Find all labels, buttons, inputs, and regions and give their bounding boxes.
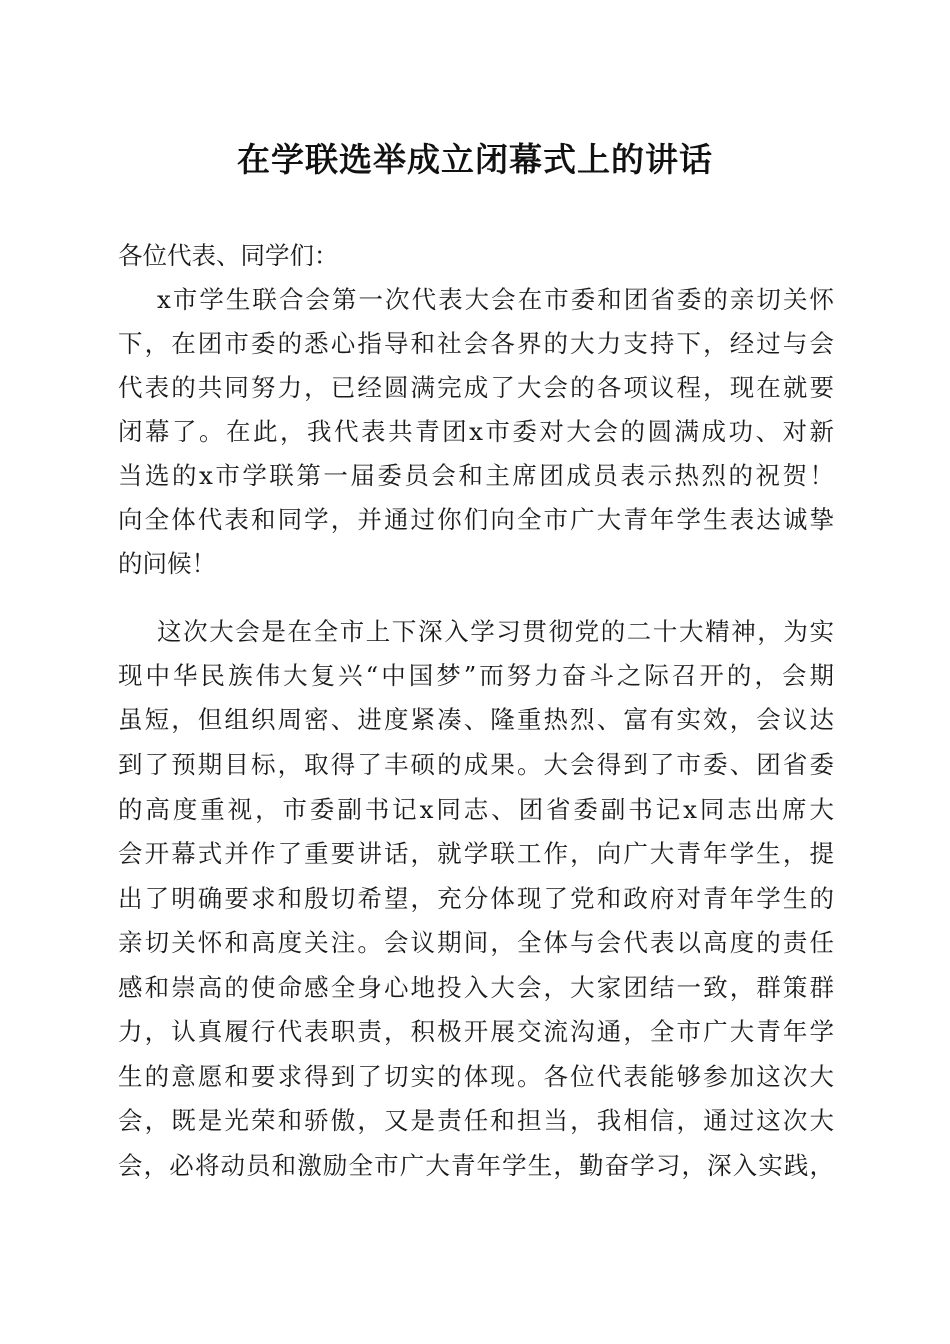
paragraph-2-line: 感和崇高的使命感全身心地投入大会，大家团结一致，群策群	[118, 973, 834, 1002]
paragraph-1-line: 下，在团市委的悉心指导和社会各界的大力支持下，经过与会	[118, 329, 834, 358]
paragraph-2-line: 会，必将动员和激励全市广大青年学生，勤奋学习，深入实践，	[118, 1151, 834, 1180]
document-title: 在学联选举成立闭幕式上的讲话	[237, 140, 713, 179]
paragraph-2-line: 生的意愿和要求得到了切实的体现。各位代表能够参加这次大	[118, 1062, 834, 1091]
paragraph-2-line: 会开幕式并作了重要讲话，就学联工作，向广大青年学生，提	[118, 839, 834, 868]
paragraph-1-line: 闭幕了。在此，我代表共青团x市委对大会的圆满成功、对新	[118, 417, 834, 446]
paragraph-2-line: 到了预期目标，取得了丰硕的成果。大会得到了市委、团省委	[118, 750, 834, 779]
paragraph-2-line: 出了明确要求和殷切希望，充分体现了党和政府对青年学生的	[118, 884, 834, 913]
paragraph-2-line: 会，既是光荣和骄傲，又是责任和担当，我相信，通过这次大	[118, 1106, 834, 1135]
paragraph-1-line: 的问候！	[118, 549, 216, 578]
paragraph-2-line: 的高度重视，市委副书记x同志、团省委副书记x同志出席大	[118, 795, 834, 824]
paragraph-2-line: 这次大会是在全市上下深入学习贯彻党的二十大精神，为实	[157, 617, 834, 646]
paragraph-1-line: x市学生联合会第一次代表大会在市委和团省委的亲切关怀	[157, 285, 834, 314]
paragraph-1-line: 当选的x市学联第一届委员会和主席团成员表示热烈的祝贺！	[118, 461, 834, 490]
paragraph-2-line: 力，认真履行代表职责，积极开展交流沟通，全市广大青年学	[118, 1017, 834, 1046]
salutation: 各位代表、同学们：	[118, 241, 339, 270]
paragraph-1-line: 代表的共同努力，已经圆满完成了大会的各项议程，现在就要	[118, 373, 834, 402]
paragraph-2-line: 现中华民族伟大复兴“中国梦”而努力奋斗之际召开的，会期	[118, 661, 834, 690]
paragraph-1-line: 向全体代表和同学，并通过你们向全市广大青年学生表达诚挚	[118, 505, 834, 534]
paragraph-2-line: 亲切关怀和高度关注。会议期间，全体与会代表以高度的责任	[118, 928, 834, 957]
paragraph-2-line: 虽短，但组织周密、进度紧凑、隆重热烈、富有实效，会议达	[118, 705, 834, 734]
